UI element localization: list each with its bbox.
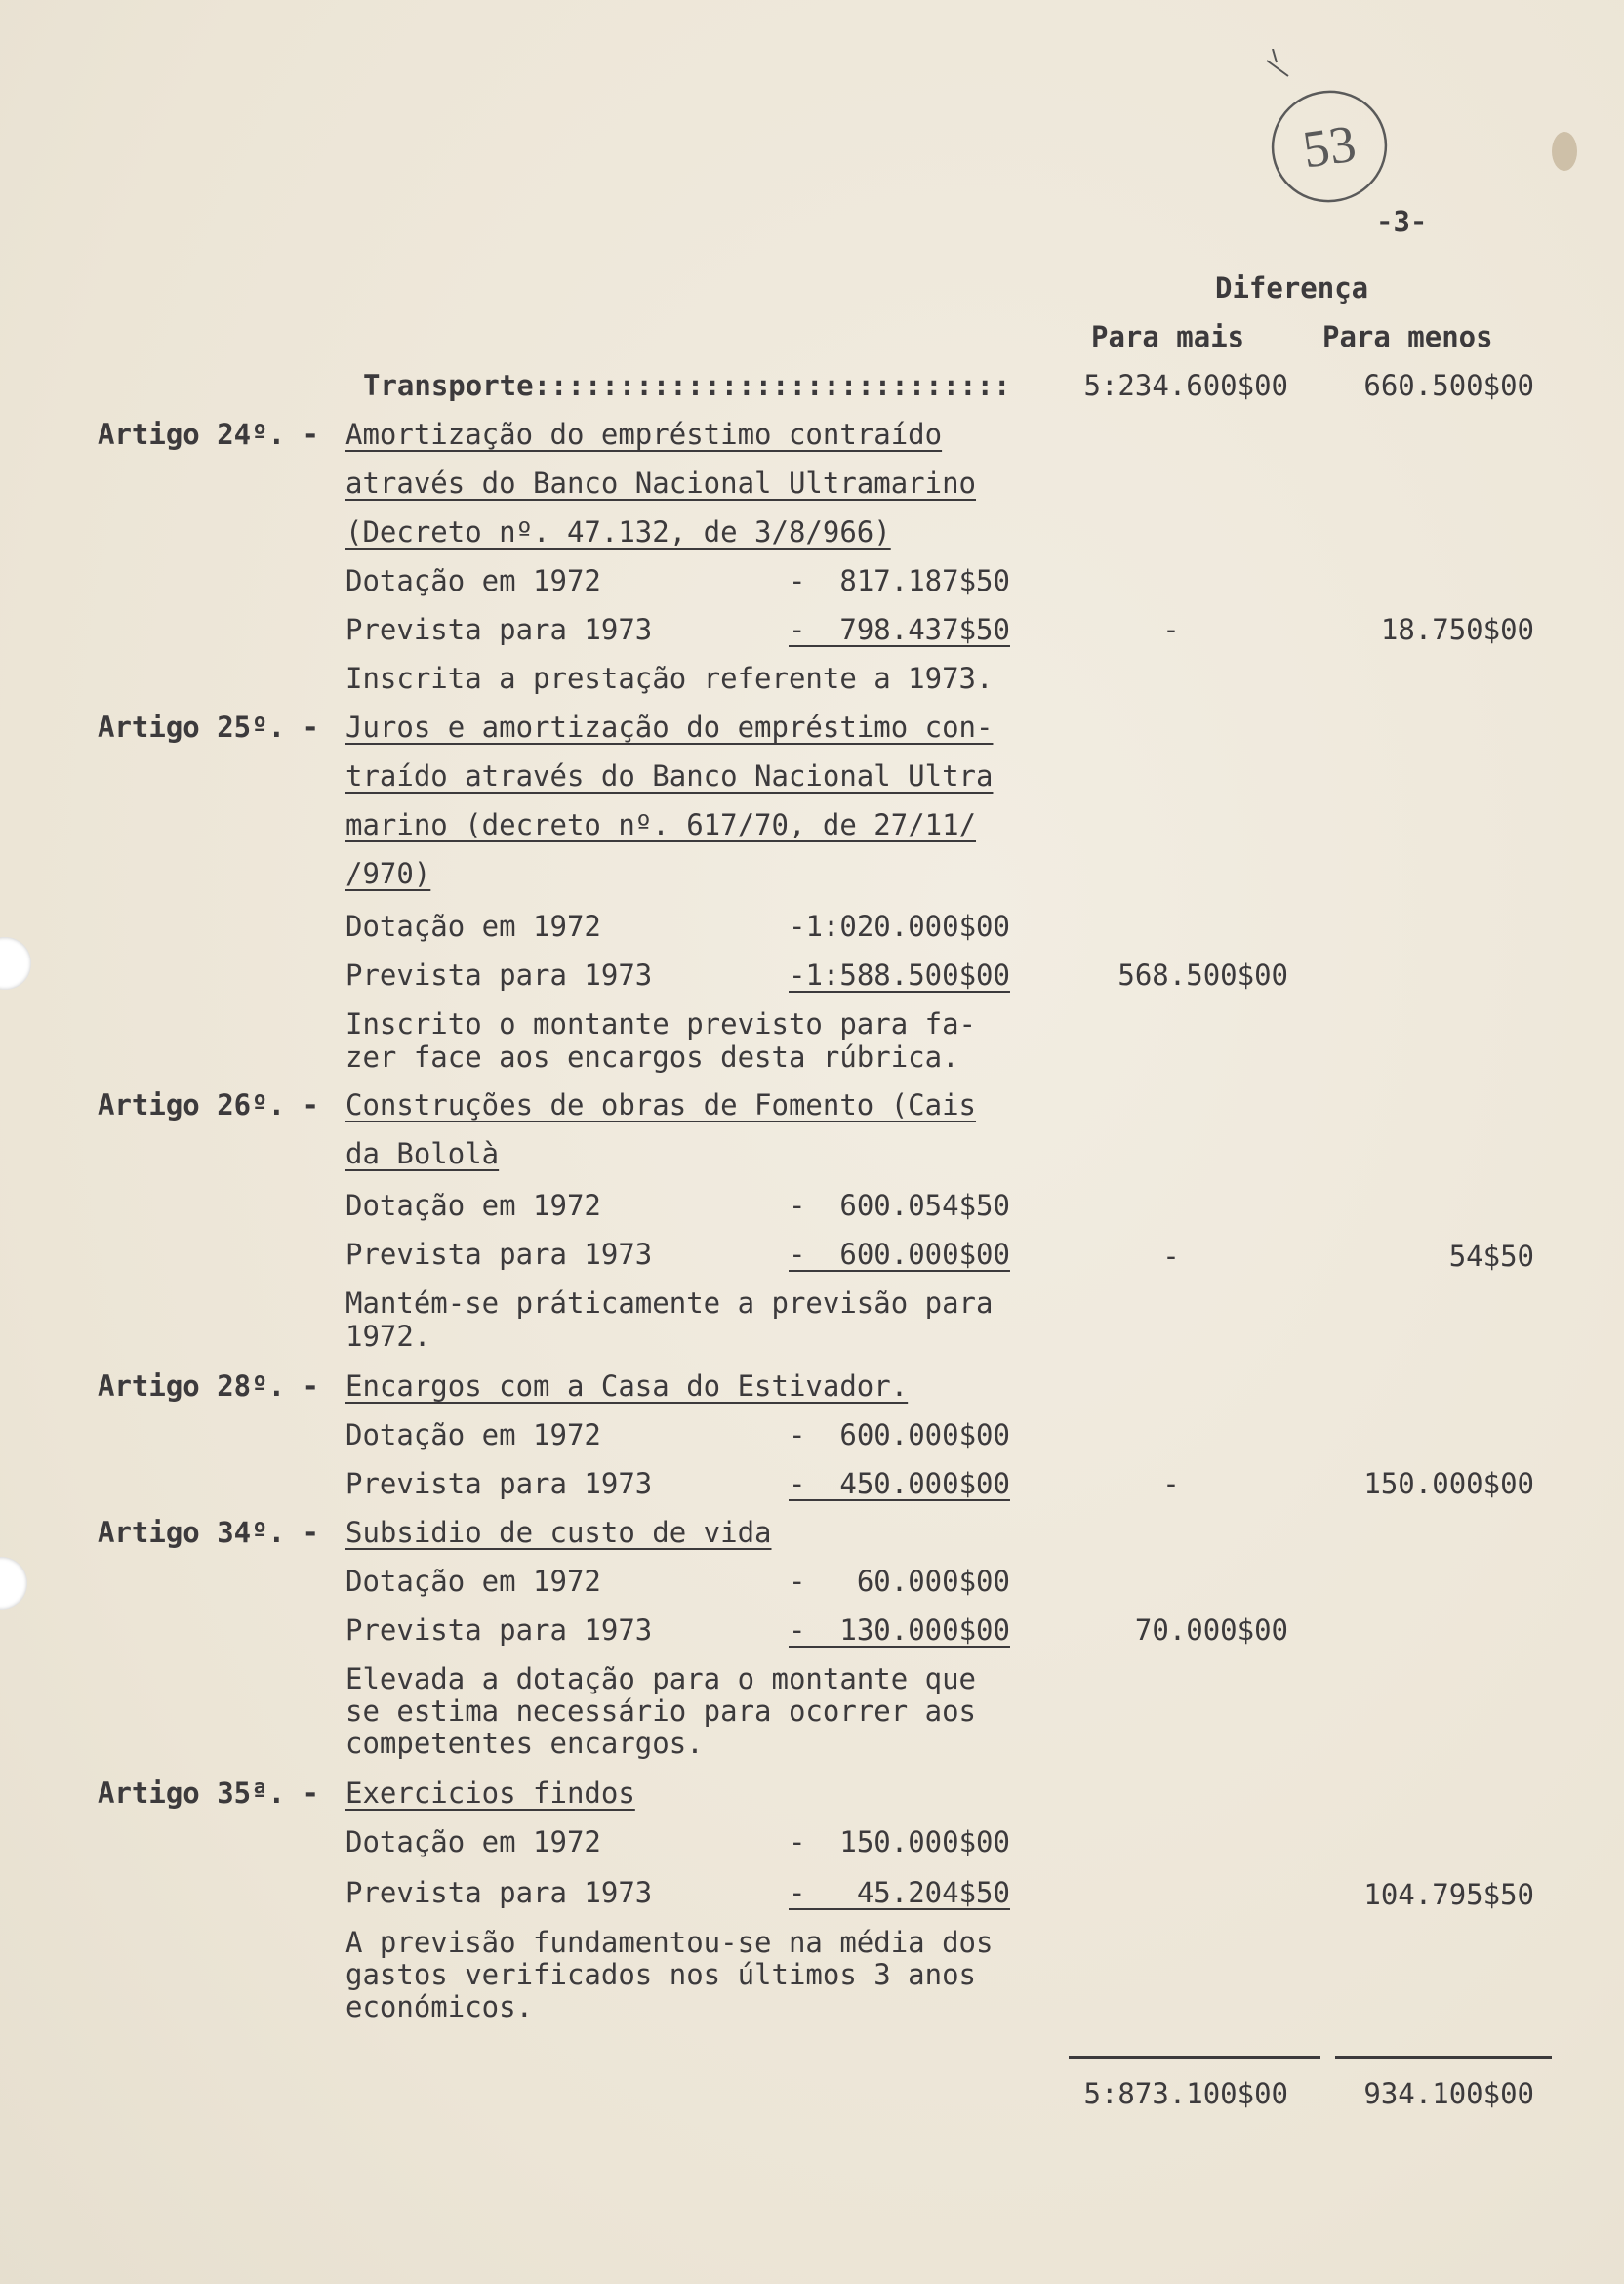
article-number: Artigo 28º. - [98,1369,319,1403]
prevista-label: Prevista para 1973 [345,613,653,646]
article-note: 1972. [345,1320,431,1353]
diff-mais: 70.000$00 [1134,1613,1288,1647]
prevista-value: -1:588.500$00 [789,958,1010,992]
diff-mais: 568.500$00 [1117,958,1288,992]
dotacao-label: Dotação em 1972 [345,1418,601,1451]
article-number: Artigo 24º. - [98,418,319,451]
prevista-value: - 600.000$00 [789,1238,1010,1271]
dotacao-label: Dotação em 1972 [345,910,601,943]
diff-menos: 150.000$00 [1363,1467,1534,1500]
article-title: Juros e amortização do empréstimo con- [345,711,994,744]
dotacao-label: Dotação em 1972 [345,1189,601,1222]
diff-mais: - [1162,613,1180,646]
dotacao-value: - 817.187$50 [789,564,1010,597]
article-note: Inscrita a prestação referente a 1973. [345,662,994,695]
article-number: Artigo 26º. - [98,1088,319,1122]
article-number: Artigo 34º. - [98,1516,319,1549]
article-title: /970) [345,857,431,890]
transporte-mais: 5:234.600$00 [1083,369,1288,402]
diff-mais: - [1162,1240,1180,1273]
binder-hole-bottom [0,1557,27,1610]
dotacao-value: - 600.054$50 [789,1189,1010,1222]
dotacao-value: - 60.000$00 [789,1565,1010,1598]
totals-rule-mais [1069,2056,1320,2059]
para-menos-header: Para menos [1322,320,1493,353]
article-title: (Decreto nº. 47.132, de 3/8/966) [345,515,891,549]
dotacao-label: Dotação em 1972 [345,1565,601,1598]
prevista-value: - 798.437$50 [789,613,1010,646]
dotacao-label: Dotação em 1972 [345,1825,601,1858]
diff-menos: 54$50 [1448,1240,1534,1273]
prevista-value: - 450.000$00 [789,1467,1010,1500]
article-note: Elevada a dotação para o montante que [345,1662,977,1695]
article-number: Artigo 25º. - [98,711,319,744]
diff-mais: - [1162,1467,1180,1500]
stain [1552,132,1577,171]
article-title: Subsidio de custo de vida [345,1516,772,1549]
diff-menos: 104.795$50 [1363,1878,1534,1911]
article-title: Amortização do empréstimo contraído [345,418,943,451]
article-note: A previsão fundamentou-se na média dos [345,1926,994,1959]
dotacao-value: -1:020.000$00 [789,910,1010,943]
total-menos: 934.100$00 [1363,2077,1534,2110]
article-title: Encargos com a Casa do Estivador. [345,1369,909,1403]
article-title: Exercicios findos [345,1776,635,1810]
para-mais-header: Para mais [1091,320,1245,353]
diferenca-header: Diferença [1215,271,1369,305]
dotacao-value: - 150.000$00 [789,1825,1010,1858]
prevista-label: Prevista para 1973 [345,1467,653,1500]
prevista-label: Prevista para 1973 [345,1238,653,1271]
article-note: Inscrito o montante previsto para fa- [345,1007,977,1040]
article-note: económicos. [345,1990,534,2023]
article-title: Construções de obras de Fomento (Cais [345,1088,977,1122]
total-mais: 5:873.100$00 [1083,2077,1288,2110]
article-title: da Bololà [345,1137,500,1170]
article-note: Mantém-se práticamente a previsão para [345,1286,994,1320]
prevista-label: Prevista para 1973 [345,1613,653,1647]
transporte-label: Transporte:::::::::::::::::::::::::::: [363,369,1011,402]
article-title: traído através do Banco Nacional Ultra [345,759,994,793]
article-title: através do Banco Nacional Ultramarino [345,467,977,500]
article-note: se estima necessário para ocorrer aos [345,1694,977,1728]
prevista-value: - 45.204$50 [789,1876,1010,1909]
article-title: marino (decreto nº. 617/70, de 27/11/ [345,808,977,841]
diff-menos: 18.750$00 [1380,613,1534,646]
prevista-value: - 130.000$00 [789,1613,1010,1647]
article-number: Artigo 35ª. - [98,1776,319,1810]
transporte-menos: 660.500$00 [1363,369,1534,402]
article-note: zer face aos encargos desta rúbrica. [345,1040,959,1074]
folio-number: 53 [1299,113,1360,180]
folio-stamp [1259,49,1405,215]
article-note: gastos verificados nos últimos 3 anos [345,1958,977,1991]
page-number: -3- [1376,205,1428,238]
totals-rule-menos [1335,2056,1552,2059]
article-note: competentes encargos. [345,1727,704,1760]
dotacao-label: Dotação em 1972 [345,564,601,597]
prevista-label: Prevista para 1973 [345,958,653,992]
dotacao-value: - 600.000$00 [789,1418,1010,1451]
prevista-label: Prevista para 1973 [345,1876,653,1909]
binder-hole-top [0,937,31,990]
